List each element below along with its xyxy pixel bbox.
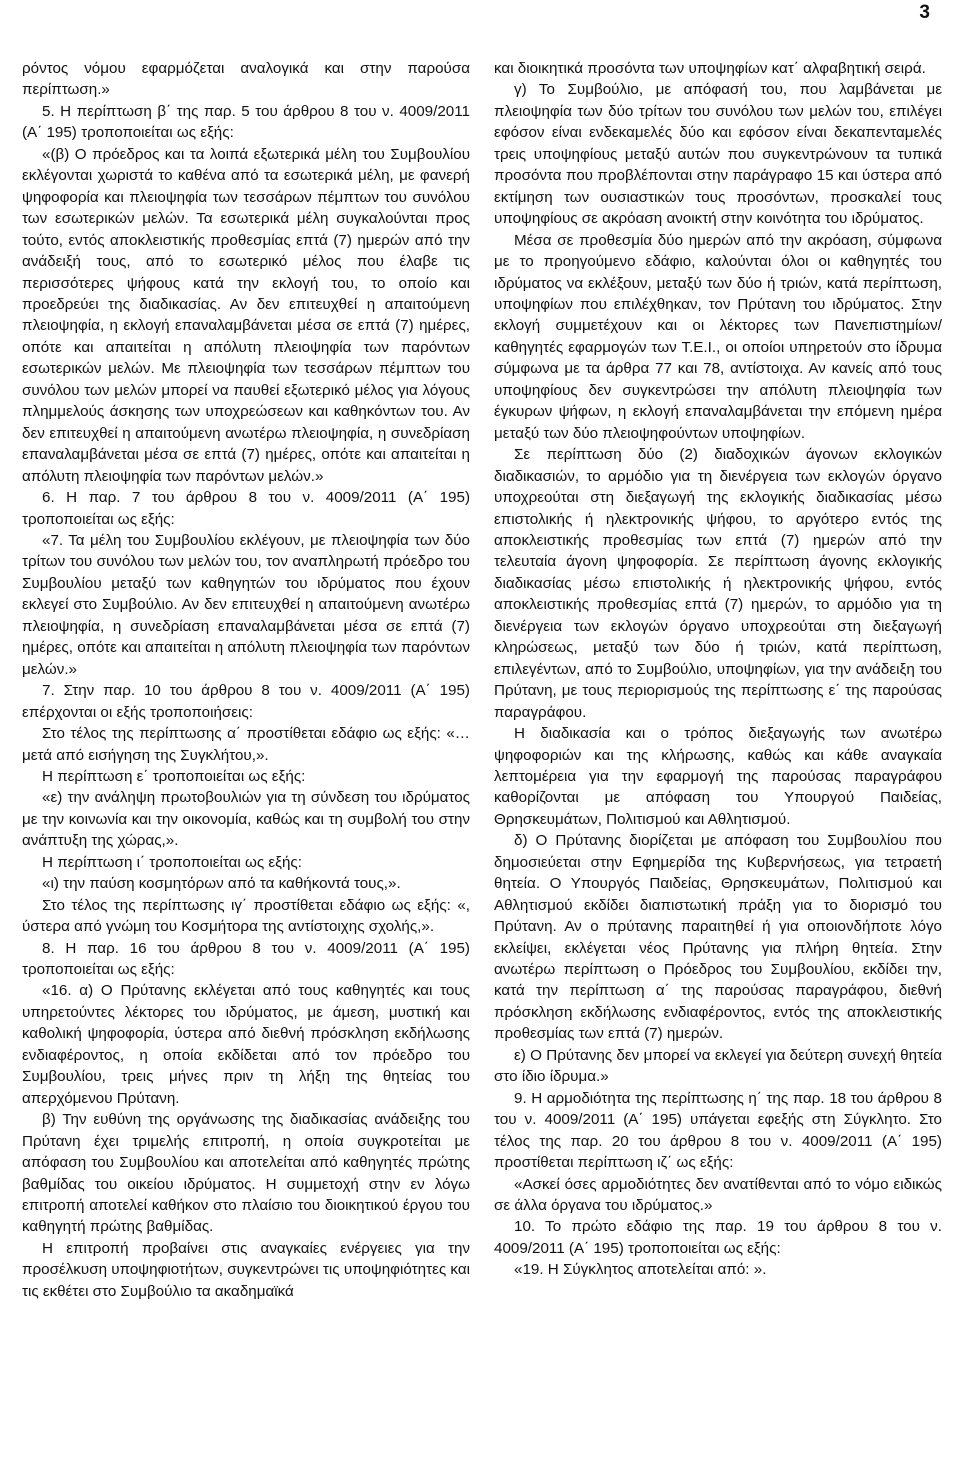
paragraph: «19. Η Σύγκλητος αποτελείται από: ». [514, 1261, 767, 1279]
paragraph: Η επιτροπή προβαίνει στις αναγκαίες ενέργειες για την προσέλκυση υποψηφιοτήτων, συγκεντρώνει τις υποψηφιότητες και τις εκθέτει στο Συμβούλιο τα ακαδημαϊκά [22, 1239, 470, 1300]
paragraph: 6. Η παρ. 7 του άρθρου 8 του ν. 4009/2011 (Α΄ 195) τροποποιείται ως εξής: [22, 489, 470, 528]
paragraph: και διοικητικά προσόντα των υποψηφίων κατ΄ αλφαβητική σειρά. [494, 60, 926, 77]
paragraph: Η διαδικασία και ο τρόπος διεξαγωγής των ανωτέρω ψηφοφοριών και της κλήρωσης, καθώς και κάθε αναγκαία λεπτομέρεια για την εφαρμογή της παρούσας παραγράφου καθορίζονται με απόφαση του Υπουργού Παιδείας, Θρησκευμάτων, Πολιτισμού και Αθλητισμού. [494, 725, 942, 828]
paragraph: «Ασκεί όσες αρμοδιότητες δεν ανατίθενται από το νόμο ειδικώς σε άλλα όργανα του ιδρύματος.» [494, 1175, 942, 1215]
paragraph: 7. Στην παρ. 10 του άρθρου 8 του ν. 4009/2011 (Α΄ 195) επέρχονται οι εξής τροποποιήσεις: [22, 682, 470, 721]
paragraph: «ι) την παύση κοσμητόρων από τα καθήκοντά τους,». [42, 875, 401, 893]
paragraph: «ε) την ανάληψη πρωτοβουλιών για τη σύνδεση του ιδρύματος με την κοινωνία και την οικονομία, καθώς και τη συμβολή του στην ανάπτυξη της χώρας,». [22, 789, 470, 850]
paragraph: ε) Ο Πρύτανης δεν μπορεί να εκλεγεί για δεύτερη συνεχή θητεία στο ίδιο ίδρυμα.» [494, 1046, 942, 1086]
paragraph: Η περίπτωση ι΄ τροποποιείται ως εξής: [42, 853, 302, 871]
paragraph: 10. Το πρώτο εδάφιο της παρ. 19 του άρθρου 8 του ν. 4009/2011 (Α΄ 195) τροποποιείται ως εξής: [494, 1218, 942, 1257]
paragraph: γ) Το Συμβούλιο, με απόφασή του, που λαμβάνεται με πλειοψηφία των δύο τρίτων του συνόλου των μελών του, επιλέγει εφόσον είναι ενδεκαμελές δύο και εφόσον είναι δεκαπενταμελές τρεις υποψηφίους μεταξύ αυτών που συγκεντρώνουν τα τυπικά προσόντα που προβλέπονται στην παράγραφο 15 και ύστερα από εκτίμηση των ουσιαστικών τους προσόντων, προσκαλεί τους υποψηφίους σε ακρόαση ανοικτή στην κοινότητα του ιδρύματος. [494, 81, 942, 228]
paragraph: 8. Η παρ. 16 του άρθρου 8 του ν. 4009/2011 (Α΄ 195) τροποποιείται ως εξής: [22, 939, 470, 979]
paragraph: «16. α) Ο Πρύτανης εκλέγεται από τους καθηγητές και τους υπηρετούντες λέκτορες του ιδρύματος, με άμεση, μυστική και καθολική ψηφοφορία, ύστερα από διεθνή πρόσκληση εκδήλωσης ενδιαφέροντος, η οποία εκδίδεται από τον πρόεδρο του Συμβουλίου, τρεις μήνες πριν τη λήξη της θητείας του απερχόμενου Πρύτανη. [22, 982, 470, 1107]
paragraph: Η περίπτωση ε΄ τροποποιείται ως εξής: [42, 767, 306, 785]
paragraph: ρόντος νόμου εφαρμόζεται αναλογικά και στην παρούσα περίπτωση.» [22, 60, 470, 99]
paragraph: 5. Η περίπτωση β΄ της παρ. 5 του άρθρου 8 του ν. 4009/2011 (Α΄ 195) τροποποιείται ως εξής: [22, 102, 470, 142]
paragraph: β) Την ευθύνη της οργάνωσης της διαδικασίας ανάδειξης του Πρύτανη έχει τριμελής επιτροπή, η οποία συγκροτείται με απόφαση του Συμβουλίου και αποτελείται από καθηγητές πρώτης βαθμίδας του οικείου ιδρύματος. Η συμμετοχή στην εν λόγω επιτροπή αποτελεί καθήκον στο πλαίσιο του διοικητικού έργου του καθηγητή πρώτης βαθμίδας. [22, 1111, 470, 1236]
paragraph: Στο τέλος της περίπτωσης ιγ΄ προστίθεται εδάφιο ως εξής: «, ύστερα από γνώμη του Κοσμήτορα της αντίστοιχης σχολής,». [22, 896, 470, 936]
right-column [494, 58, 942, 1281]
paragraph: Στο τέλος της περίπτωσης α΄ προστίθεται εδάφιο ως εξής: «…μετά από εισήγηση της Συγκλήτου,». [22, 725, 470, 764]
paragraph: «7. Τα μέλη του Συμβουλίου εκλέγουν, με πλειοψηφία των δύο τρίτων του συνόλου των μελών του, τον αναπληρωτή πρόεδρο του Συμβουλίου μεταξύ των καθηγητών του ιδρύματος που έχουν εκλεγεί στο Συμβούλιο. Αν δεν επιτευχθεί η απαιτούμενη ανωτέρω πλειοψηφία, η συνεδρίαση επαναλαμβάνεται μέσα σε επτά (7) ημέρες, οπότε και απαιτείται η απόλυτη πλειοψηφία των παρόντων μελών.» [22, 531, 470, 678]
paragraph: 9. Η αρμοδιότητα της περίπτωσης η΄ της παρ. 18 του άρθρου 8 του ν. 4009/2011 (Α΄ 195) υπάγεται εφεξής στη Σύγκλητο. Στο τέλος της παρ. 20 του άρθρου 8 του ν. 4009/2011 (Α΄ 195) προστίθεται περίπτωση ιζ΄ ως εξής: [494, 1089, 942, 1172]
paragraph: Σε περίπτωση δύο (2) διαδοχικών άγονων εκλογικών διαδικασιών, το αρμόδιο για τη διενέργεια των εκλογών όργανο υποχρεούται στη διεξαγωγή της εκλογικής διαδικασίας μέσω επιστολικής ή ηλεκτρονικής ψήφου, το αργότερο εντός της αποκλειστικής προθεσμίας των επτά (7) ημερών από την τελευταία άγονη ψηφοφορία. Σε περίπτωση άγονης εκλογικής διαδικασίας μέσω επιστολικής ή ηλεκτρονικής ψήφου, εντός αποκλειστικής προθεσμίας επτά (7) ημερών, το αρμόδιο για τη διενέργεια των εκλογών όργανο υποχρεούται στη διεξαγωγή κληρώσεως, μεταξύ των δύο ή τριών, κατά περίπτωση, επιλεγέντων, από το Συμβούλιο, υποψηφίων, για την ανάδειξη του Πρύτανη, με τους περιορισμούς της περίπτωσης ε΄ της παρούσας παραγράφου. [494, 446, 942, 721]
left-column [22, 58, 470, 1302]
paragraph: Μέσα σε προθεσμία δύο ημερών από την ακρόαση, σύμφωνα με το προηγούμενο εδάφιο, καλούνται όλοι οι καθηγητές του ιδρύματος να εκλέξουν, μεταξύ των δύο ή τριών, κατά περίπτωση, υποψηφίων που επιλέχθηκαν, τον Πρύτανη του ιδρύματος. Στην εκλογή συμμετέχουν και οι λέκτορες των Πανεπιστημίων/καθηγητές εφαρμογών των Τ.Ε.Ι., οι οποίοι υπηρετούν στο ίδρυμα σύμφωνα με τα άρθρα 77 και 78, αντίστοιχα. Αν κανείς από τους υποψηφίους δεν συγκεντρώσει την απόλυτη πλειοψηφία των έγκυρων ψήφων, η εκλογή επαναλαμβάνεται την επόμενη ημέρα μεταξύ των δύο πλειοψηφούντων υποψηφίων. [494, 231, 942, 442]
paragraph: «(β) Ο πρόεδρος και τα λοιπά εξωτερικά μέλη του Συμβουλίου εκλέγονται χωριστά το καθένα από τα εσωτερικά μέλη, με φανερή ψηφοφορία και πλειοψηφία των τεσσάρων πέμπτων του συνόλου των εσωτερικών μελών. Τα εσωτερικά μέλη συγκαλούνται προς τούτο, εντός αποκλειστικής προθεσμίας επτά (7) ημερών από την ανάδειξή τους, από το εσωτερικό μέλος που έλαβε τις περισσότερες ψήφους κατά την εκλογή του, το οποίο και προεδρεύει της διαδικασίας. Αν δεν επιτευχθεί η απαιτούμενη πλειοψηφία, η εκλογή επαναλαμβάνεται μέσα σε επτά (7) ημέρες, οπότε και απαιτείται η απόλυτη πλειοψηφία των παρόντων εσωτερικών μελών. Με πλειοψηφία των τεσσάρων πέμπτων του συνόλου των μελών μπορεί να παυθεί εξωτερικό μέλος για λόγους πλημμελούς άσκησης των υποχρεώσεων και καθηκόντων του. Αν δεν επιτευχθεί η απαιτούμενη ανωτέρω πλειοψηφία, η συνεδρίαση επαναλαμβάνεται μέσα σε επτά (7) ημέρες, οπότε και απαιτείται η απόλυτη πλειοψηφία των παρόντων μελών.» [22, 145, 470, 485]
page-number: 3 [919, 2, 930, 23]
paragraph: δ) Ο Πρύτανης διορίζεται με απόφαση του Συμβουλίου που δημοσιεύεται στην Εφημερίδα της Κυβερνήσεως, για τετραετή θητεία. Ο Υπουργός Παιδείας, Θρησκευμάτων, Πολιτισμού και Αθλητισμού εκδίδει διαπιστωτική πράξη για το διορισμό του Πρύτανη. Αν ο πρύτανης παραιτηθεί ή για οποιονδήποτε λόγο εκλείψει, εκλέγεται νέος Πρύτανης για πλήρη θητεία. Στην ανωτέρω περίπτωση ο Πρόεδρος του Συμβουλίου, εκδίδει την, κατά την περίπτωση α΄ της παρούσας παραγράφου, διεθνή πρόσκληση εκδήλωσης ενδιαφέροντος, εντός της αποκλειστικής προθεσμίας των επτά (7) ημερών. [494, 832, 942, 1043]
